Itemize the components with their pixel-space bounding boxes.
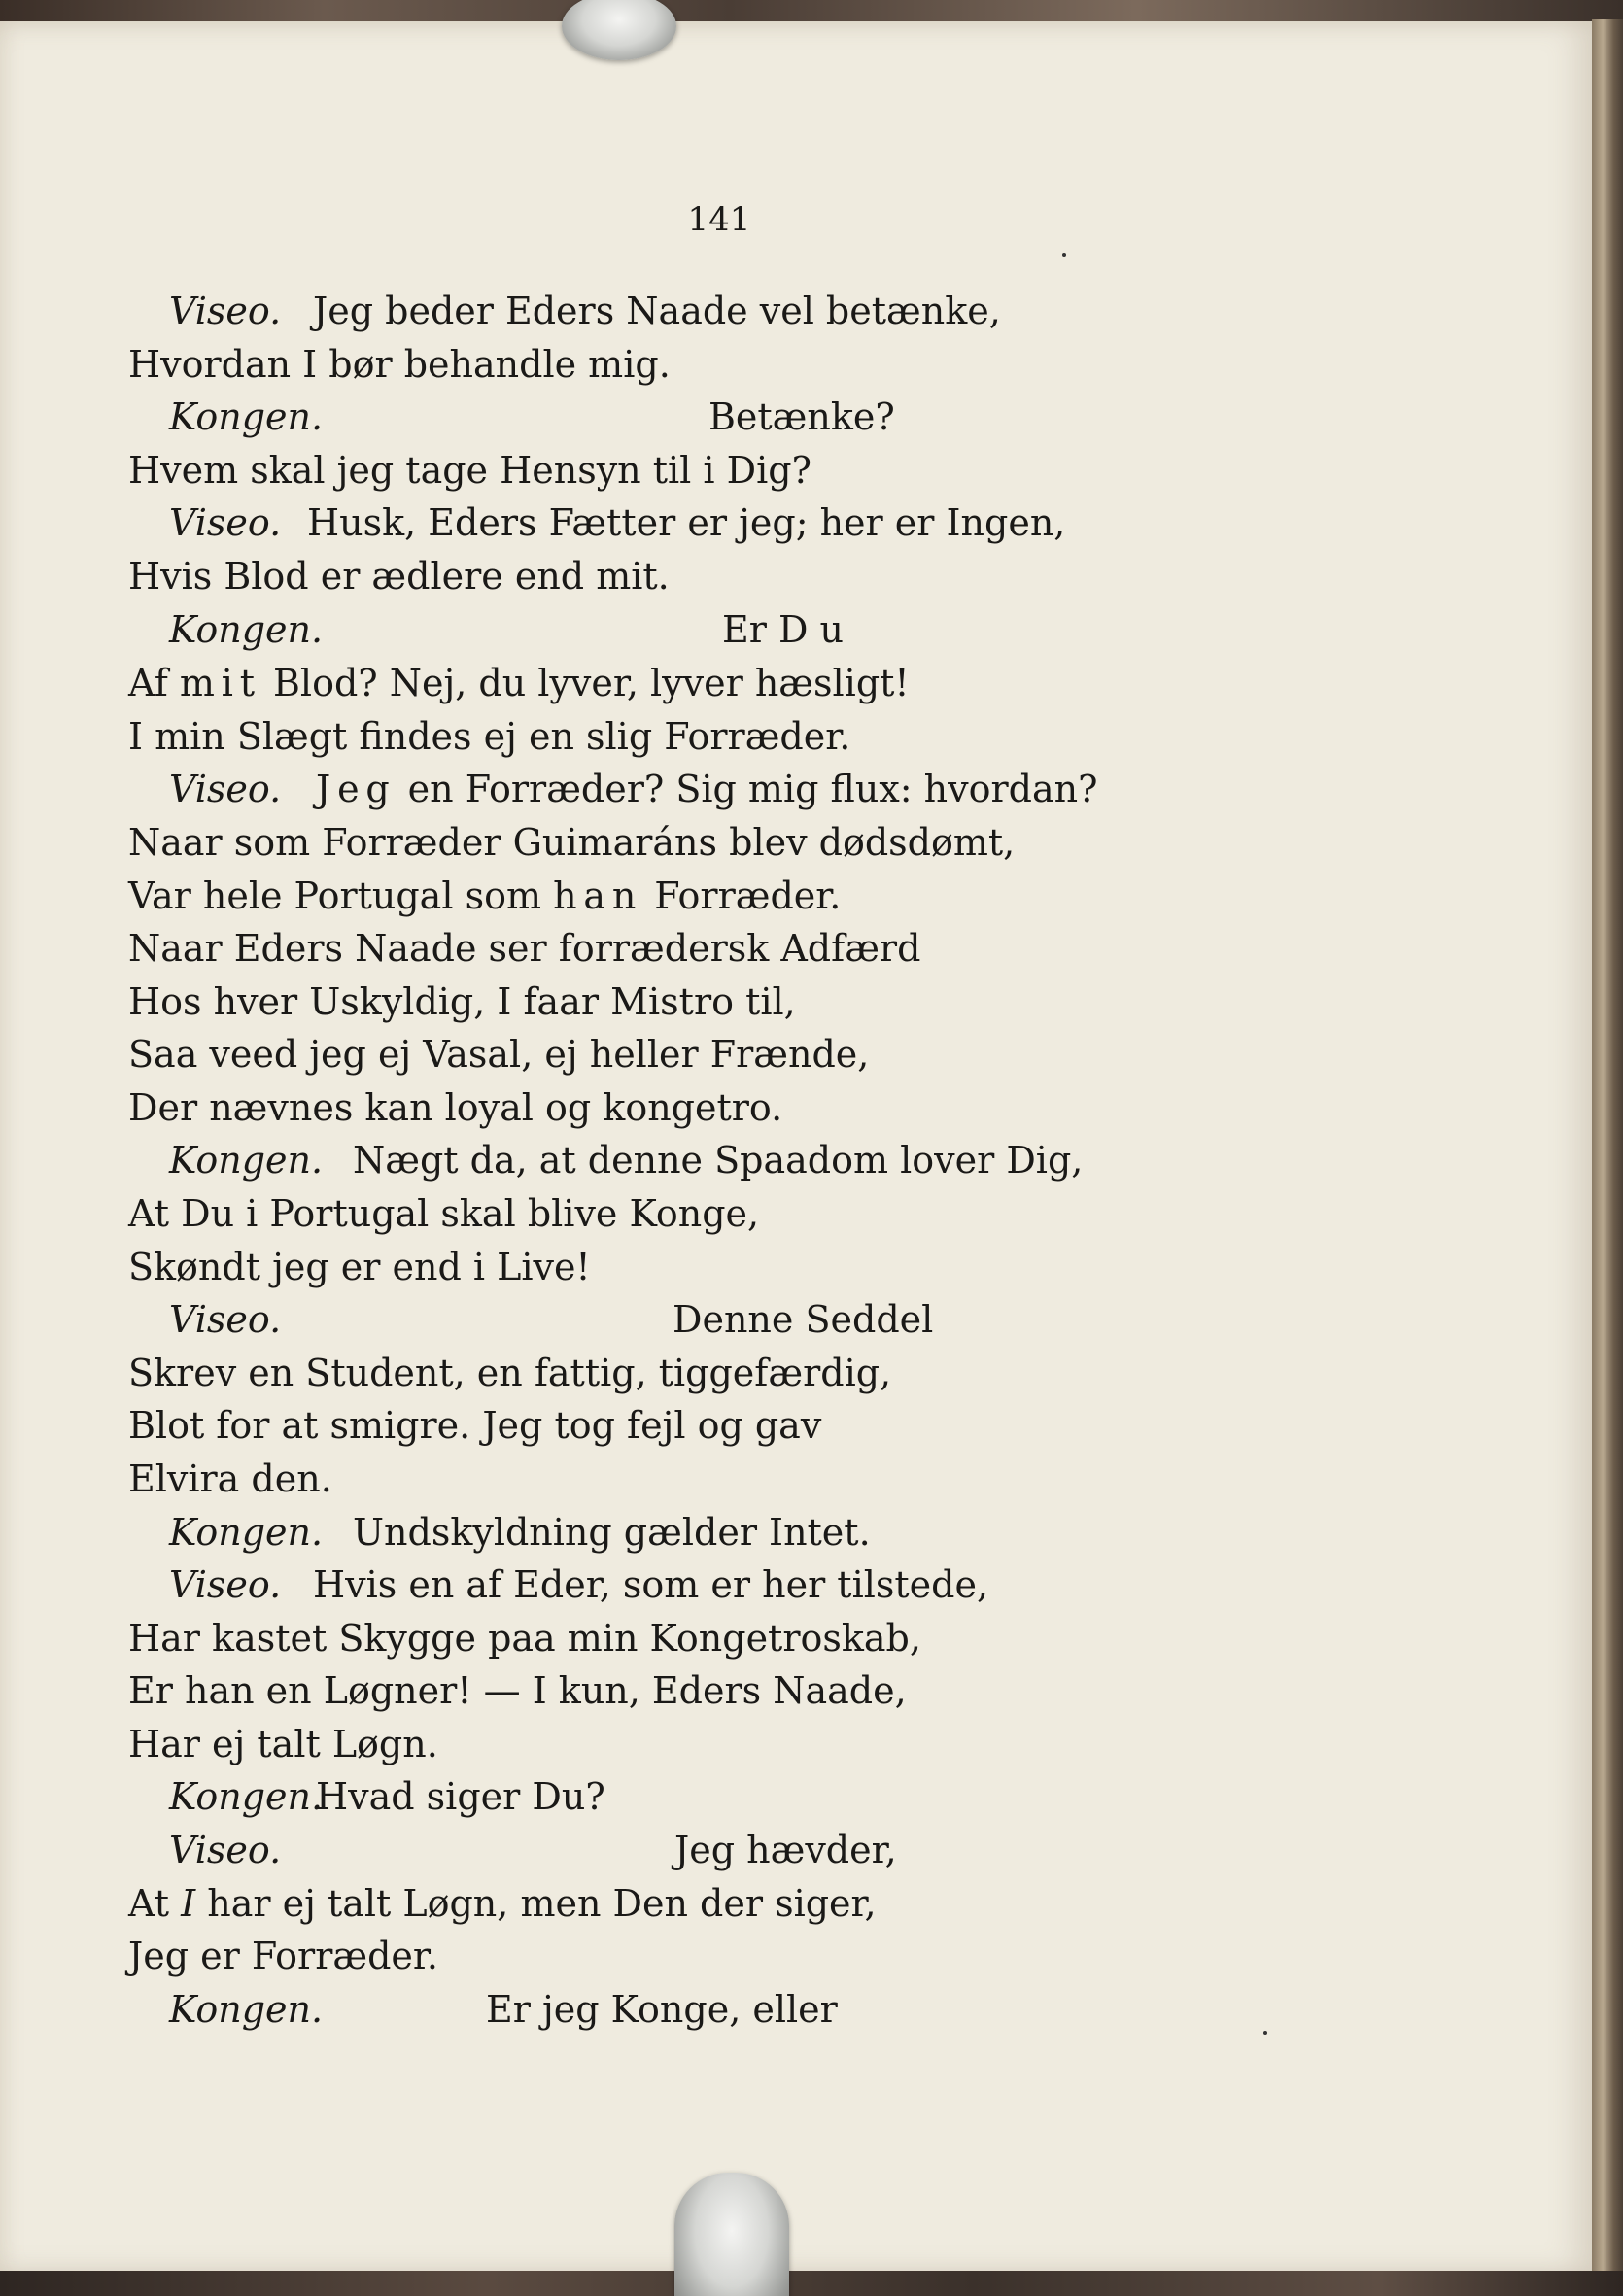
verse-text: Skrev en Student, en fattig, tiggefærdig, [128,1352,892,1394]
verse-line [128,1404,822,1447]
bottom-clip [674,2173,789,2296]
verse-line [674,1829,897,1871]
verse-line [128,1617,921,1660]
verse-line [128,1246,591,1288]
speaker-name: Viseo. [169,1563,282,1606]
speaker-name: Viseo. [169,1829,282,1871]
speaker-name: Kongen. [169,1511,324,1554]
verse-text: Jeg er Forræder. [128,1935,438,1977]
verse-text: en Forræder? Sig mig flux: hvordan? [396,768,1098,810]
verse-line [316,1775,605,1818]
speaker-name: Kongen. [169,1988,324,2031]
speaker-name: Viseo. [169,290,282,332]
verse-line [128,927,921,970]
verse-text: Hvem skal jeg tage Hensyn til i Dig? [128,449,812,492]
verse-line [128,343,671,386]
page-text [0,21,1594,2274]
verse-text: Er D u [722,608,845,651]
book-page [0,21,1594,2274]
verse-line [708,395,895,438]
verse-text: Hvis en af Eder, som er her tilstede, [313,1563,989,1606]
speaker-name: Viseo. [169,501,282,544]
verse-line [128,874,842,917]
verse-line [722,608,845,651]
verse-prefix: At [128,1882,182,1925]
verse-line [128,662,910,704]
verse-line [128,1086,783,1129]
verse-line [128,1352,892,1394]
verse-line [486,1988,838,2031]
speaker-name: Kongen. [169,608,324,651]
verse-line [128,1457,332,1500]
verse-line [353,1139,1084,1182]
verse-line [307,501,1066,544]
verse-text: Betænke? [708,395,895,438]
speaker-name: Kongen. [169,395,324,438]
verse-text: Naar Eders Naade ser forrædersk Adfærd [128,927,921,970]
verse-text: Er jeg Konge, eller [486,1988,838,2031]
spaced-emphasis: mit [179,662,261,704]
page-number: 141 [687,200,751,239]
spaced-emphasis: han [553,874,643,917]
verse-text: Har ej talt Løgn. [128,1723,438,1765]
verse-line [128,1882,877,1925]
verse-text: Denne Seddel [673,1298,934,1341]
verse-text: har ej talt Løgn, men Den der siger, [195,1882,877,1925]
verse-line [128,821,1016,864]
verse-line [313,1563,989,1606]
verse-line [128,715,851,758]
spaced-emphasis: Jeg [316,768,397,810]
verse-text: Undskyldning gælder Intet. [353,1511,871,1554]
speck [1062,253,1066,257]
verse-text: Jeg beder Eders Naade vel betænke, [313,290,1001,332]
verse-text: Der nævnes kan loyal og kongetro. [128,1086,783,1129]
verse-text: At Du i Portugal skal blive Konge, [128,1192,760,1235]
verse-prefix: Af [128,662,180,704]
verse-line [313,290,1001,332]
verse-line [128,1192,760,1235]
verse-text: Husk, Eders Fætter er jeg; her er Ingen, [307,501,1066,544]
emphasized-word: I [181,1882,196,1925]
verse-text: Jeg hævder, [674,1829,897,1871]
verse-text: Saa veed jeg ej Vasal, ej heller Frænde, [128,1033,870,1076]
verse-text: Er han en Løgner! — I kun, Eders Naade, [128,1669,907,1712]
verse-text: Nægt da, at denne Spaadom lover Dig, [353,1139,1084,1182]
speaker-name: Viseo. [169,1298,282,1341]
verse-text: Har kastet Skygge paa min Kongetroskab, [128,1617,921,1660]
verse-line [673,1298,934,1341]
verse-text: Hos hver Uskyldig, I faar Mistro til, [128,980,796,1023]
verse-line [128,980,796,1023]
page-stack-edge [1592,19,1623,2274]
verse-text: Forræder. [642,874,842,917]
verse-text: Naar som Forræder Guimaráns blev dødsdømt, [128,821,1016,864]
speaker-name: Kongen. [169,1775,324,1818]
book-bottom-edge [0,2271,1623,2296]
verse-text: Elvira den. [128,1457,332,1500]
verse-line [128,1723,438,1765]
verse-line [353,1511,871,1554]
speck [1263,2031,1267,2035]
verse-line [128,1935,438,1977]
verse-line [128,1669,907,1712]
verse-text: Skøndt jeg er end i Live! [128,1246,591,1288]
verse-line [128,555,670,598]
verse-text: Hvad siger Du? [316,1775,605,1818]
verse-text: I min Slægt findes ej en slig Forræder. [128,715,851,758]
verse-prefix: Var hele Portugal som [128,874,554,917]
verse-text: Hvis Blod er ædlere end mit. [128,555,670,598]
speaker-name: Kongen. [169,1139,324,1182]
verse-line [128,449,812,492]
verse-line [316,768,1098,810]
verse-text: Blod? Nej, du lyver, lyver hæsligt! [260,662,910,704]
verse-text: Blot for at smigre. Jeg tog fejl og gav [128,1404,822,1447]
speaker-name: Viseo. [169,768,282,810]
verse-line [128,1033,870,1076]
verse-text: Hvordan I bør behandle mig. [128,343,671,386]
